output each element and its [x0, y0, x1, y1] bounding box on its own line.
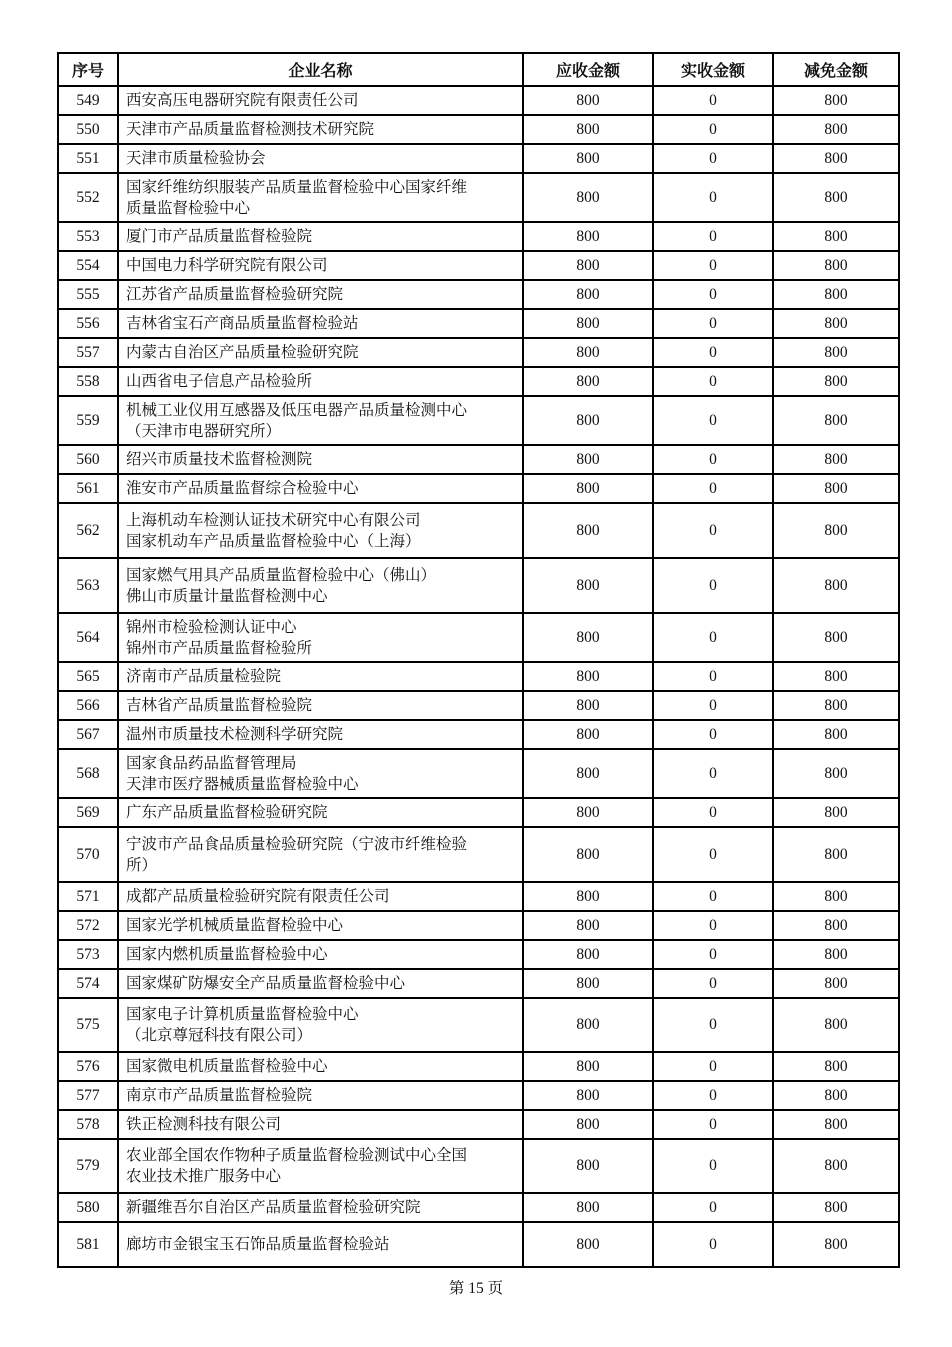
company-name-cell: 国家光学机械质量监督检验中心: [118, 911, 523, 940]
received-amount-cell: 0: [653, 1139, 773, 1193]
received-amount-cell: 0: [653, 144, 773, 173]
received-amount-cell: 0: [653, 1081, 773, 1110]
table-row: [58, 691, 899, 720]
table-row: [58, 280, 899, 309]
table-row: [58, 1222, 899, 1267]
reduction-amount-cell: 800: [773, 367, 899, 396]
row-index-cell: 578: [58, 1110, 118, 1139]
receivable-amount-cell: 800: [523, 911, 653, 940]
company-name-cell: 国家微电机质量监督检验中心: [118, 1052, 523, 1081]
received-amount-cell: 0: [653, 1193, 773, 1222]
company-name-cell: 温州市质量技术检测科学研究院: [118, 720, 523, 749]
col-header-company-name: 企业名称: [118, 53, 523, 86]
company-name-cell: 绍兴市质量技术监督检测院: [118, 445, 523, 474]
row-index-cell: 559: [58, 396, 118, 445]
company-name-cell: 吉林省宝石产商品质量监督检验站: [118, 309, 523, 338]
reduction-amount-cell: 800: [773, 691, 899, 720]
received-amount-cell: 0: [653, 251, 773, 280]
receivable-amount-cell: 800: [523, 280, 653, 309]
receivable-amount-cell: 800: [523, 940, 653, 969]
receivable-amount-cell: 800: [523, 1052, 653, 1081]
company-name-cell: 淮安市产品质量监督综合检验中心: [118, 474, 523, 503]
company-name-cell: 天津市产品质量监督检测技术研究院: [118, 115, 523, 144]
company-name-cell: 山西省电子信息产品检验所: [118, 367, 523, 396]
reduction-amount-cell: 800: [773, 940, 899, 969]
received-amount-cell: 0: [653, 222, 773, 251]
reduction-amount-cell: 800: [773, 503, 899, 558]
received-amount-cell: 0: [653, 827, 773, 882]
receivable-amount-cell: 800: [523, 474, 653, 503]
row-index-cell: 550: [58, 115, 118, 144]
row-index-cell: 557: [58, 338, 118, 367]
reduction-amount-cell: 800: [773, 144, 899, 173]
received-amount-cell: 0: [653, 309, 773, 338]
table-row: [58, 309, 899, 338]
table-row: [58, 1081, 899, 1110]
table-row: [58, 969, 899, 998]
received-amount-cell: 0: [653, 969, 773, 998]
reduction-amount-cell: 800: [773, 749, 899, 798]
reduction-amount-cell: 800: [773, 445, 899, 474]
reduction-amount-cell: 800: [773, 613, 899, 662]
received-amount-cell: 0: [653, 911, 773, 940]
table-row: [58, 940, 899, 969]
company-name-cell: 济南市产品质量检验院: [118, 662, 523, 691]
reduction-amount-cell: 800: [773, 115, 899, 144]
company-name-cell: 中国电力科学研究院有限公司: [118, 251, 523, 280]
received-amount-cell: 0: [653, 173, 773, 222]
company-name-cell: 上海机动车检测认证技术研究中心有限公司 国家机动车产品质量监督检验中心（上海）: [118, 503, 523, 558]
row-index-cell: 575: [58, 998, 118, 1052]
reduction-amount-cell: 800: [773, 827, 899, 882]
receivable-amount-cell: 800: [523, 86, 653, 115]
row-index-cell: 576: [58, 1052, 118, 1081]
receivable-amount-cell: 800: [523, 396, 653, 445]
receivable-amount-cell: 800: [523, 798, 653, 827]
received-amount-cell: 0: [653, 1222, 773, 1267]
company-name-cell: 广东产品质量监督检验研究院: [118, 798, 523, 827]
received-amount-cell: 0: [653, 662, 773, 691]
received-amount-cell: 0: [653, 720, 773, 749]
received-amount-cell: 0: [653, 396, 773, 445]
table-row: [58, 222, 899, 251]
receivable-amount-cell: 800: [523, 613, 653, 662]
reduction-amount-cell: 800: [773, 309, 899, 338]
row-index-cell: 569: [58, 798, 118, 827]
company-name-cell: 吉林省产品质量监督检验院: [118, 691, 523, 720]
company-name-cell: 国家电子计算机质量监督检验中心 （北京尊冠科技有限公司）: [118, 998, 523, 1052]
reduction-amount-cell: 800: [773, 1081, 899, 1110]
reduction-amount-cell: 800: [773, 474, 899, 503]
row-index-cell: 560: [58, 445, 118, 474]
received-amount-cell: 0: [653, 1110, 773, 1139]
company-name-cell: 国家燃气用具产品质量监督检验中心（佛山） 佛山市质量计量监督检测中心: [118, 558, 523, 613]
row-index-cell: 581: [58, 1222, 118, 1267]
reduction-amount-cell: 800: [773, 1222, 899, 1267]
table-row: [58, 998, 899, 1052]
table-row: [58, 1110, 899, 1139]
company-name-cell: 内蒙古自治区产品质量检验研究院: [118, 338, 523, 367]
receivable-amount-cell: 800: [523, 998, 653, 1052]
reduction-amount-cell: 800: [773, 558, 899, 613]
received-amount-cell: 0: [653, 367, 773, 396]
table-row: [58, 86, 899, 115]
receivable-amount-cell: 800: [523, 1081, 653, 1110]
col-header-index: 序号: [58, 53, 118, 86]
received-amount-cell: 0: [653, 86, 773, 115]
company-name-cell: 机械工业仪用互感器及低压电器产品质量检测中心 （天津市电器研究所）: [118, 396, 523, 445]
company-name-cell: 成都产品质量检验研究院有限责任公司: [118, 882, 523, 911]
row-index-cell: 563: [58, 558, 118, 613]
receivable-amount-cell: 800: [523, 1193, 653, 1222]
col-header-receivable-amount: 应收金额: [523, 53, 653, 86]
reduction-amount-cell: 800: [773, 86, 899, 115]
receivable-amount-cell: 800: [523, 222, 653, 251]
table-row: [58, 115, 899, 144]
reduction-amount-cell: 800: [773, 882, 899, 911]
receivable-amount-cell: 800: [523, 558, 653, 613]
table-row: [58, 827, 899, 882]
row-index-cell: 554: [58, 251, 118, 280]
row-index-cell: 555: [58, 280, 118, 309]
company-name-cell: 南京市产品质量监督检验院: [118, 1081, 523, 1110]
received-amount-cell: 0: [653, 613, 773, 662]
received-amount-cell: 0: [653, 798, 773, 827]
company-name-cell: 农业部全国农作物种子质量监督检验测试中心全国 农业技术推广服务中心: [118, 1139, 523, 1193]
row-index-cell: 570: [58, 827, 118, 882]
received-amount-cell: 0: [653, 503, 773, 558]
company-name-cell: 宁波市产品食品质量检验研究院（宁波市纤维检验 所）: [118, 827, 523, 882]
received-amount-cell: 0: [653, 691, 773, 720]
reduction-amount-cell: 800: [773, 720, 899, 749]
reduction-amount-cell: 800: [773, 251, 899, 280]
row-index-cell: 567: [58, 720, 118, 749]
reduction-amount-cell: 800: [773, 1110, 899, 1139]
received-amount-cell: 0: [653, 338, 773, 367]
table-row: [58, 144, 899, 173]
company-name-cell: 江苏省产品质量监督检验研究院: [118, 280, 523, 309]
table-row: [58, 662, 899, 691]
reduction-amount-cell: 800: [773, 911, 899, 940]
company-name-cell: 新疆维吾尔自治区产品质量监督检验研究院: [118, 1193, 523, 1222]
table-row: [58, 613, 899, 662]
fee-table: [57, 52, 900, 1268]
row-index-cell: 552: [58, 173, 118, 222]
company-name-cell: 厦门市产品质量监督检验院: [118, 222, 523, 251]
received-amount-cell: 0: [653, 280, 773, 309]
reduction-amount-cell: 800: [773, 998, 899, 1052]
table-row: [58, 749, 899, 798]
company-name-cell: 国家纤维纺织服装产品质量监督检验中心国家纤维 质量监督检验中心: [118, 173, 523, 222]
receivable-amount-cell: 800: [523, 251, 653, 280]
page-number: 第 15 页: [448, 1280, 504, 1297]
company-name-cell: 锦州市检验检测认证中心 锦州市产品质量监督检验所: [118, 613, 523, 662]
reduction-amount-cell: 800: [773, 173, 899, 222]
company-name-cell: 国家煤矿防爆安全产品质量监督检验中心: [118, 969, 523, 998]
company-name-cell: 西安高压电器研究院有限责任公司: [118, 86, 523, 115]
table-row: [58, 503, 899, 558]
reduction-amount-cell: 800: [773, 280, 899, 309]
row-index-cell: 577: [58, 1081, 118, 1110]
received-amount-cell: 0: [653, 558, 773, 613]
receivable-amount-cell: 800: [523, 1139, 653, 1193]
table-row: [58, 396, 899, 445]
reduction-amount-cell: 800: [773, 396, 899, 445]
table-row: [58, 173, 899, 222]
receivable-amount-cell: 800: [523, 338, 653, 367]
row-index-cell: 574: [58, 969, 118, 998]
table-row: [58, 474, 899, 503]
received-amount-cell: 0: [653, 474, 773, 503]
received-amount-cell: 0: [653, 940, 773, 969]
table-row: [58, 338, 899, 367]
receivable-amount-cell: 800: [523, 720, 653, 749]
row-index-cell: 580: [58, 1193, 118, 1222]
company-name-cell: 廊坊市金银宝玉石饰品质量监督检验站: [118, 1222, 523, 1267]
reduction-amount-cell: 800: [773, 1139, 899, 1193]
table-row: [58, 367, 899, 396]
company-name-cell: 国家食品药品监督管理局 天津市医疗器械质量监督检验中心: [118, 749, 523, 798]
row-index-cell: 568: [58, 749, 118, 798]
row-index-cell: 553: [58, 222, 118, 251]
table-row: [58, 911, 899, 940]
receivable-amount-cell: 800: [523, 503, 653, 558]
table-header-row: [58, 53, 899, 86]
table-row: [58, 1139, 899, 1193]
col-header-reduction-amount: 减免金额: [773, 53, 899, 86]
received-amount-cell: 0: [653, 445, 773, 474]
receivable-amount-cell: 800: [523, 827, 653, 882]
row-index-cell: 558: [58, 367, 118, 396]
table-body: [58, 86, 899, 1267]
reduction-amount-cell: 800: [773, 969, 899, 998]
receivable-amount-cell: 800: [523, 144, 653, 173]
receivable-amount-cell: 800: [523, 749, 653, 798]
row-index-cell: 579: [58, 1139, 118, 1193]
row-index-cell: 549: [58, 86, 118, 115]
table-row: [58, 558, 899, 613]
received-amount-cell: 0: [653, 749, 773, 798]
reduction-amount-cell: 800: [773, 662, 899, 691]
table-row: [58, 1052, 899, 1081]
table-row: [58, 798, 899, 827]
table-row: [58, 445, 899, 474]
receivable-amount-cell: 800: [523, 445, 653, 474]
receivable-amount-cell: 800: [523, 1110, 653, 1139]
row-index-cell: 566: [58, 691, 118, 720]
row-index-cell: 573: [58, 940, 118, 969]
table-row: [58, 882, 899, 911]
receivable-amount-cell: 800: [523, 309, 653, 338]
receivable-amount-cell: 800: [523, 882, 653, 911]
receivable-amount-cell: 800: [523, 662, 653, 691]
receivable-amount-cell: 800: [523, 367, 653, 396]
received-amount-cell: 0: [653, 1052, 773, 1081]
receivable-amount-cell: 800: [523, 1222, 653, 1267]
table-row: [58, 720, 899, 749]
company-name-cell: 铁正检测科技有限公司: [118, 1110, 523, 1139]
row-index-cell: 551: [58, 144, 118, 173]
reduction-amount-cell: 800: [773, 1193, 899, 1222]
receivable-amount-cell: 800: [523, 115, 653, 144]
table-row: [58, 1193, 899, 1222]
row-index-cell: 562: [58, 503, 118, 558]
received-amount-cell: 0: [653, 882, 773, 911]
reduction-amount-cell: 800: [773, 222, 899, 251]
row-index-cell: 564: [58, 613, 118, 662]
company-name-cell: 国家内燃机质量监督检验中心: [118, 940, 523, 969]
row-index-cell: 565: [58, 662, 118, 691]
reduction-amount-cell: 800: [773, 1052, 899, 1081]
row-index-cell: 571: [58, 882, 118, 911]
row-index-cell: 561: [58, 474, 118, 503]
received-amount-cell: 0: [653, 998, 773, 1052]
table-row: [58, 251, 899, 280]
receivable-amount-cell: 800: [523, 173, 653, 222]
company-name-cell: 天津市质量检验协会: [118, 144, 523, 173]
received-amount-cell: 0: [653, 115, 773, 144]
col-header-received-amount: 实收金额: [653, 53, 773, 86]
row-index-cell: 556: [58, 309, 118, 338]
reduction-amount-cell: 800: [773, 338, 899, 367]
row-index-cell: 572: [58, 911, 118, 940]
reduction-amount-cell: 800: [773, 798, 899, 827]
receivable-amount-cell: 800: [523, 691, 653, 720]
receivable-amount-cell: 800: [523, 969, 653, 998]
